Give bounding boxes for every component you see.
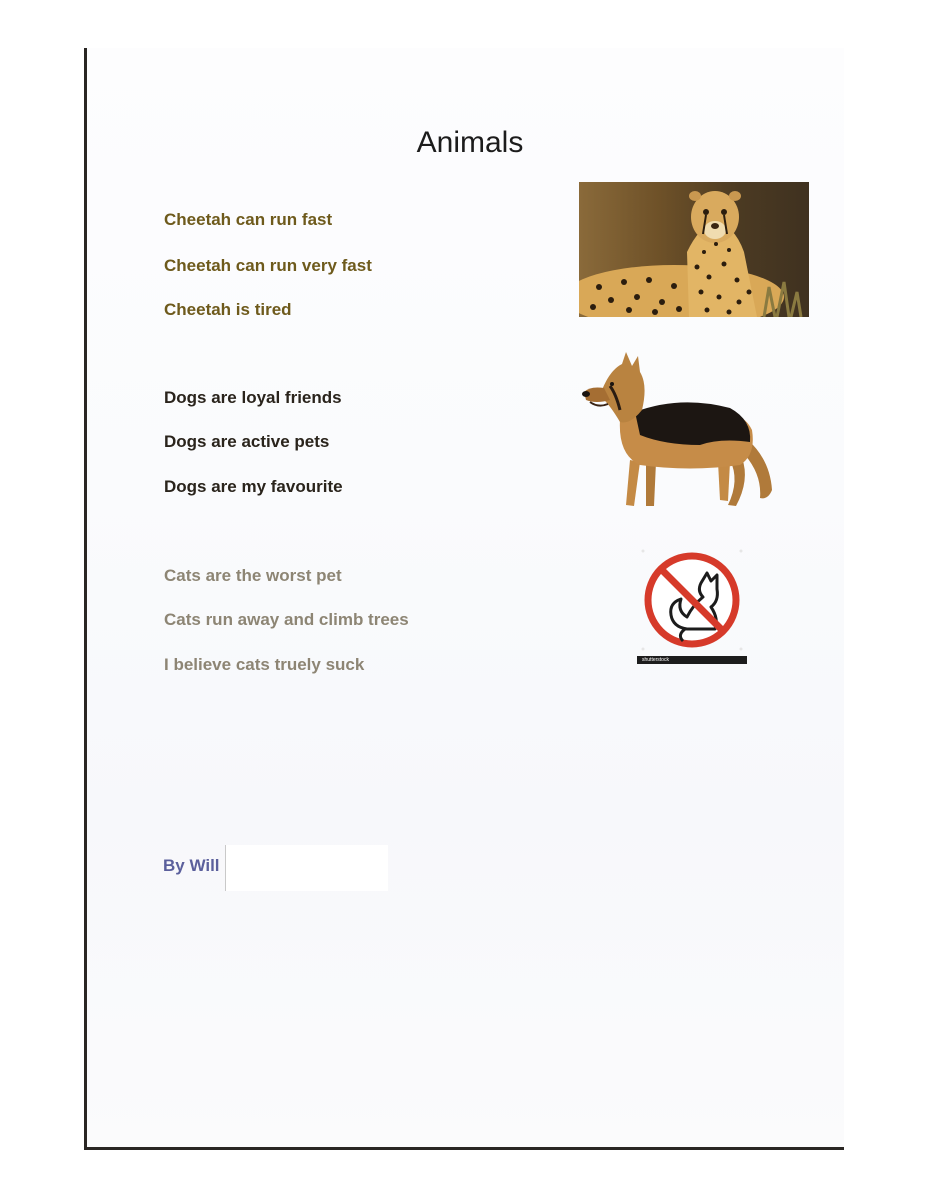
watermark-text: shutterstock (642, 657, 669, 663)
cheetah-photo (579, 182, 809, 317)
watermark-bar (637, 656, 747, 664)
author-byline: By Will (163, 856, 220, 875)
no-cats-sign-icon (637, 545, 747, 665)
dog-line-1: Dogs are loyal friends (164, 388, 342, 407)
cat-line-2: Cats run away and climb trees (164, 610, 409, 629)
cat-line-3: I believe cats truely suck (164, 655, 365, 674)
cat-line-1: Cats are the worst pet (164, 566, 342, 585)
redacted-surname (226, 845, 388, 891)
dog-line-3: Dogs are my favourite (164, 477, 343, 496)
dog-line-2: Dogs are active pets (164, 432, 330, 451)
german-shepherd-photo (580, 350, 785, 512)
cheetah-line-3: Cheetah is tired (164, 300, 292, 319)
cheetah-line-1: Cheetah can run fast (164, 210, 333, 229)
page-title: Animals (416, 126, 524, 159)
cheetah-line-2: Cheetah can run very fast (164, 256, 372, 275)
